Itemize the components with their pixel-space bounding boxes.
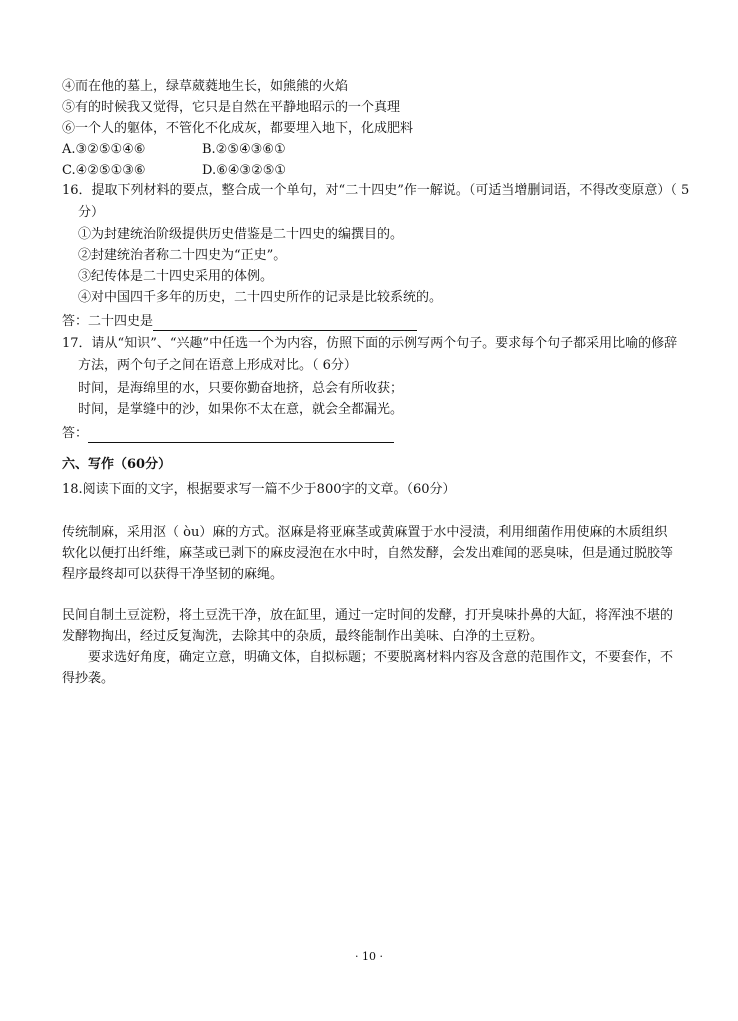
material-2: ②封建统治者称二十四史为“正史”。 [78,248,287,263]
option-c: C.④②⑤①③⑥ [62,163,146,178]
answer-blank-line[interactable] [88,426,394,443]
section-heading: 六、写作（60分） [62,457,172,472]
sentence-4: ④而在他的墓上，绿草葳蕤地生长，如熊熊的火焰 [62,79,349,94]
requirements-paragraph: 要求选好角度，确定立意，明确文体，自拟标题；不要脱离材料内容及含意的范围作文，不要套作，不得抄袭。 [62,650,674,686]
question-17-answer [62,425,394,443]
question-17-stem: 17．请从“知识”、“兴趣”中任选一个为内容，仿照下面的示例写两个句子。要求每个句子都采用比喻的修辞方法，两个句子之间在语意上形成对比。（ 6分） [62,336,678,373]
example-sentence-1: 时间，是海绵里的水，只要你勤奋地挤，总会有所收获； [78,381,404,396]
option-d: D.⑥④③②⑤① [202,163,287,178]
option-b: B.②⑤④③⑥① [202,142,286,157]
material-4: ④对中国四千多年的历史，二十四史所作的记录是比较系统的。 [78,290,443,305]
material-paragraph-1: 传统制麻，采用沤（ òu）麻的方式。沤麻是将亚麻茎或黄麻置于水中浸渍，利用细菌作用使麻的木质组织软化以便打出纤维，麻茎或已剥下的麻皮浸泡在水中时，自然发酵，会发出难闻的恶臭味，但是通过脱胶等程序最终却可以获得干净坚韧的麻绳。 [62,525,674,582]
material-paragraph-2: 民间自制土豆淀粉，将土豆洗干净，放在缸里，通过一定时间的发酵，打开臭味扑鼻的大缸，将浑浊不堪的发酵物掏出，经过反复淘洗，去除其中的杂质，最终能制作出美味、白净的土豆粉。 [62,608,674,644]
answer-label: 答：二十四史是 [62,314,154,329]
sentence-5: ⑤有的时候我又觉得，它只是自然在平静地昭示的一个真理 [62,100,401,115]
material-3: ③纪传体是二十四史采用的体例。 [78,269,274,284]
page-number: · 10 · [355,950,383,963]
answer-blank-line[interactable] [153,314,417,331]
option-a: A.③②⑤①④⑥ [62,142,146,157]
question-18-stem: 18.阅读下面的文字，根据要求写一篇不少于800字的文章。（60分） [62,482,456,497]
example-sentence-2: 时间，是掌缝中的沙，如果你不太在意，就会全都漏光。 [78,402,404,417]
question-16-answer [62,313,417,331]
options-row-2 [62,162,286,180]
sentence-6: ⑥一个人的躯体，不管化不化成灰，都要埋入地下，化成肥料 [62,121,414,136]
question-16-stem: 16．提取下列材料的要点，整合成一个单句，对“二十四史”作一解说。（可适当增删词语，不得改变原意）（ 5分） [62,183,690,220]
material-1: ①为封建统治阶级提供历史借鉴是二十四史的编撰目的。 [78,227,404,242]
answer-label: 答： [62,426,89,441]
options-row-1 [62,141,286,159]
